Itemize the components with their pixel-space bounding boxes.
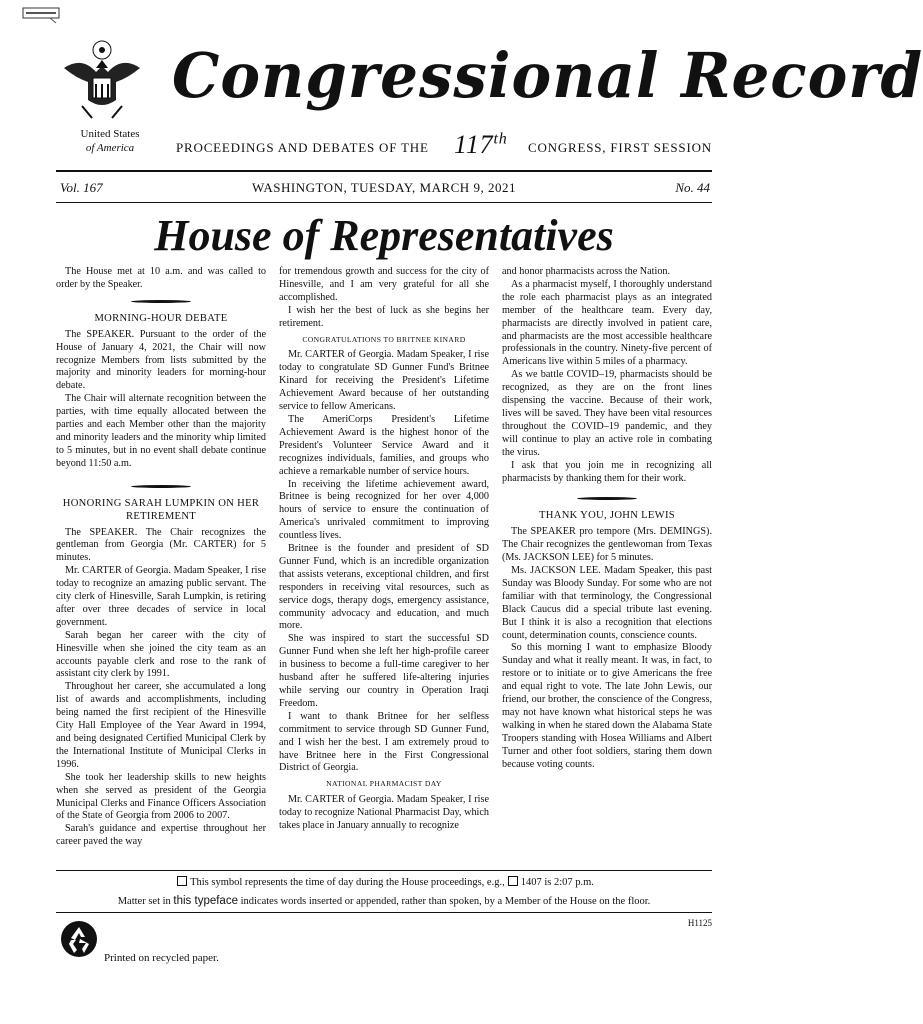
- footer-rule-bottom: [56, 912, 712, 913]
- paragraph: I ask that you join me in recognizing all pharmacists by thanking them for their work.: [502, 459, 712, 484]
- country-label: [60, 127, 160, 155]
- paragraph: Sarah's guidance and expertise throughout her career paved the way: [56, 823, 266, 848]
- paragraph: The SPEAKER pro tempore (Mrs. DEMINGS). The Chair recognizes the gentlewoman from Texas (Ms. JACKSON LEE) for 5 minutes.: [502, 526, 712, 564]
- typeface-sample: this typeface: [173, 895, 238, 907]
- heading-morning-hour: MORNING-HOUR DEBATE: [94, 312, 228, 324]
- issue-line: [56, 180, 712, 198]
- gpo-stamp-icon: [22, 6, 60, 24]
- column-3: [502, 266, 712, 772]
- paragraph: In receiving the lifetime achievement award, Britnee is being recognized for her over 4,000 hours of service to ensure the continuation of America's unrivaled commitment to improving countless lives.: [279, 478, 489, 542]
- section-title: House of Representatives: [154, 211, 614, 260]
- paragraph: Sarah began her career with the city of Hinesville when she joined the city team as an accounts payable clerk and rose to the rank of assistant city clerk by 1991.: [56, 629, 266, 680]
- paragraph: Mr. CARTER of Georgia. Madam Speaker, I rise today to congratulate SD Gunner Fund's Britnee Kinard for receiving the President's Lifetime Achievement Award because of her outstanding service to fellow Americans.: [279, 349, 489, 413]
- paragraph: Throughout her career, she accumulated a long list of awards and accomplishments, including being named the first recipient of the Hinesville City Hall Employee of the Year Award in 1994, and being designated Certified Municipal Clerk by the International Institute of Municipal Clerks in 1996.: [56, 681, 266, 770]
- country-line-1: United States: [80, 128, 140, 140]
- paragraph: Britnee is the founder and president of SD Gunner Fund, which is an incredible organization that assists veterans, exceptional children, and first responders in receiving vital resources, such as service dogs, therapy dogs, emergency assistance, community advocacy and education, and much more.: [279, 543, 489, 632]
- paragraph: I want to thank Britnee for her selfless commitment to service through SD Gunner Fund, and I wish her the best. I am extremely proud to have Britnee here in the First Congressional District of Georgia.: [279, 710, 489, 774]
- country-line-2: of America: [85, 142, 135, 154]
- column-2: [279, 266, 489, 833]
- typeface-note-b: indicates words inserted or appended, rather than spoken, by a Member of the House on the floor.: [240, 896, 651, 907]
- paragraph: for tremendous growth and success for the city of Hinesville, and I am very grateful for all she accomplished.: [279, 266, 489, 303]
- paragraph: So this morning I want to emphasize Bloody Sunday and what it really meant. It was, in fact, to restore or to initiate or to give Americans the free and equal right to vote. The late John Lewis, our friend, our brother, the conscience of the Congress, may not have known what historical steps he was walking in when he stared down the Alabama State Troopers standing with Hosea Williams and Albert Turner and other foot soldiers, staring them down because voting counts.: [502, 642, 712, 770]
- subheading-kinard: CONGRATULATIONS TO BRITNEE KINARD: [302, 334, 466, 344]
- divider-ornament: [577, 497, 637, 500]
- masthead-rule-bottom: [56, 202, 712, 203]
- footer-notes: [56, 874, 712, 911]
- typeface-note: [56, 892, 712, 911]
- issue-number: No. 44: [675, 180, 710, 195]
- typeface-note-a: Matter set in: [117, 896, 171, 907]
- paragraph: and honor pharmacists across the Nation.: [502, 266, 671, 277]
- recycle-icon: [60, 920, 98, 958]
- proceedings-left: PROCEEDINGS AND DEBATES OF THE: [176, 140, 429, 155]
- paragraph: Ms. JACKSON LEE. Madam Speaker, this past Sunday was Bloody Sunday. For some who are not familiar with that terminology, the Congressional Black Caucus did a special tribute last evening. But I think it is also a recognition that elections count, determination counts, conscience counts.: [502, 565, 712, 641]
- paragraph: She was inspired to start the successful SD Gunner Fund when she left her high-profile career in business to become a full-time caregiver to her husband after he suffered life-altering injuries while serving our country in Operation Iraqi Freedom.: [279, 633, 489, 709]
- heading-honoring-lumpkin: HONORING SARAH LUMPKIN ON HER RETIREMENT: [62, 497, 260, 522]
- heading-john-lewis: THANK YOU, JOHN LEWIS: [539, 510, 675, 522]
- page-id: H1125: [687, 918, 712, 928]
- symbol-note-a: This symbol represents the time of day during the House proceedings, e.g.,: [190, 877, 505, 888]
- paragraph: The AmeriCorps President's Lifetime Achievement Award is the highest honor of the President's Volunteer Service Award and it recognizes individuals, families, and groups who achieve a remarkable number of service hours.: [279, 413, 489, 477]
- paragraph: I wish her the best of luck as she begins her retirement.: [279, 304, 489, 329]
- paragraph: Mr. CARTER of Georgia. Madam Speaker, I rise today to recognize an amazing public servant. The city clerk of Hinesville, Sarah Lumpkin, is retiring after over three decades of service in local government.: [56, 565, 266, 628]
- paragraph: The SPEAKER. Pursuant to the order of the House of January 4, 2021, the Chair will now recognize Members from lists submitted by the majority and minority leaders for morning-hour debate.: [56, 328, 266, 392]
- proceedings-line: [176, 130, 736, 160]
- congress-number: [454, 130, 508, 160]
- column-1: [56, 266, 266, 849]
- congress-suffix: th: [493, 130, 508, 148]
- paragraph: She took her leadership skills to new heights when she served as president of the Georgia Municipal Clerks and Finance Officers Association of the State of Georgia from 2006 to 2007.: [56, 771, 266, 822]
- congress-number-value: 117: [454, 130, 494, 159]
- time-symbol-icon: [508, 876, 518, 886]
- divider-ornament: [131, 485, 191, 488]
- eagle-seal-icon: [62, 38, 142, 124]
- recycled-note: Printed on recycled paper.: [104, 952, 219, 964]
- paragraph: As we battle COVID–19, pharmacists should be recognized, as they are on the front lines dispensing the vaccine. Because of their work, lives will be saved. They have been vital resources throughout the COVID–19 pandemic, and they will continue to play an active role in combating the virus.: [502, 369, 712, 458]
- masthead-title: Congressional Record: [172, 39, 923, 112]
- volume-number: Vol. 167: [60, 180, 103, 195]
- paragraph: The House met at 10 a.m. and was called to order by the Speaker.: [56, 266, 266, 290]
- dateline: WASHINGTON, TUESDAY, MARCH 9, 2021: [252, 180, 516, 195]
- paragraph: The SPEAKER. The Chair recognizes the gentleman from Georgia (Mr. CARTER) for 5 minutes.: [56, 526, 266, 564]
- footer-rule-top: [56, 870, 712, 871]
- symbol-note-b: 1407 is 2:07 p.m.: [520, 877, 594, 888]
- paragraph: As a pharmacist myself, I thoroughly understand the role each pharmacist plays as an integrated member of the healthcare team. Every day, pharmacists are directly involved in patient care, and pharmacists are the most accessible healthcare professionals in the country. Ninety-five percent of Americans live within 5 miles of a pharmacy.: [502, 278, 712, 368]
- divider-ornament: [131, 300, 191, 303]
- proceedings-right: CONGRESS, FIRST SESSION: [528, 140, 712, 155]
- symbol-note: [56, 874, 712, 892]
- paragraph: The Chair will alternate recognition between the parties, with time equally allocated between the parties and each Member other than the majority and minority leaders and the minority whip limited to 5 minutes, but in no event shall debate continue beyond 11:50 a.m.: [56, 393, 266, 469]
- paragraph: Mr. CARTER of Georgia. Madam Speaker, I rise today to recognize National Pharmacist Day, which takes place in January annually to recognize: [279, 794, 489, 832]
- time-symbol-icon: [177, 876, 187, 886]
- subheading-pharmacist-day: NATIONAL PHARMACIST DAY: [326, 779, 442, 789]
- masthead-rule-top: [56, 170, 712, 172]
